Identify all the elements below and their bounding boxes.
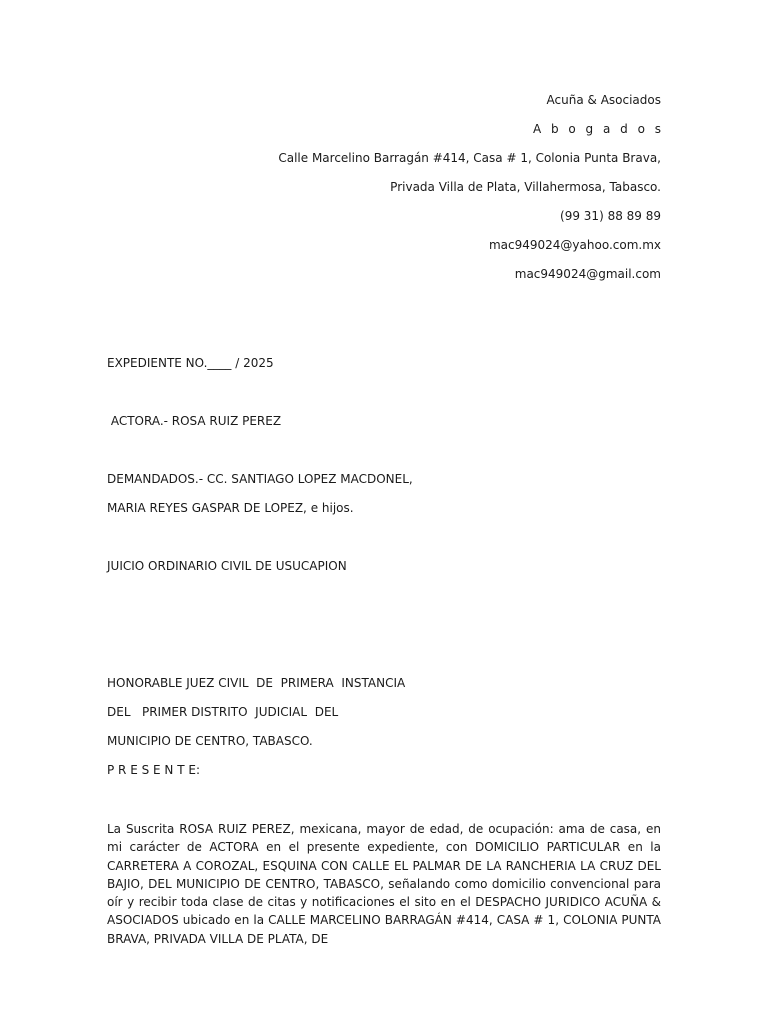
firm-name: Acuña & Asociados [546,93,661,107]
addressee-line-2: DEL PRIMER DISTRITO JUDICIAL DEL [107,705,339,719]
presente-heading: P R E S E N T E: [107,763,200,777]
juicio-type: JUICIO ORDINARIO CIVIL DE USUCAPION [107,559,347,573]
demandados-line-1: DEMANDADOS.- CC. SANTIAGO LOPEZ MACDONEL, [107,472,413,486]
firm-type: A b o g a d o s [532,122,664,136]
body-paragraph: La Suscrita ROSA RUIZ PEREZ, mexicana, mayor de edad, de ocupación: ama de casa, en mi carácter de ACTORA en el presente expediente, con DOMICILIO PARTICULAR en la CARRETERA A COROZAL, ESQUINA CON CALLE EL PALMAR DE LA RANCHERIA LA CRUZ DEL BAJIO, DEL MUNICIPIO DE CENTRO, TABASCO, señalando como domicilio convencional para oír y recibir toda clase de citas y notificaciones el sito en el DESPACHO JURIDICO ACUÑA & ASOCIADOS ubicado en la CALLE MARCELINO BARRAGÁN #414, CASA # 1, COLONIA PUNTA BRAVA, PRIVADA VILLA DE PLATA, DE [107,822,661,946]
email-yahoo: mac949024@yahoo.com.mx [488,238,661,252]
email-gmail: mac949024@gmail.com [514,267,661,281]
addressee-line-3: MUNICIPIO DE CENTRO, TABASCO. [107,734,313,748]
expediente-number: EXPEDIENTE NO.____ / 2025 [107,356,274,370]
addressee-line-1: HONORABLE JUEZ CIVIL DE PRIMERA INSTANCIA [107,676,406,690]
actora-line: ACTORA.- ROSA RUIZ PEREZ [107,414,282,428]
phone-number: (99 31) 88 89 89 [560,209,661,223]
address-line-2: Privada Villa de Plata, Villahermosa, Tabasco. [390,180,661,194]
demandados-line-2: MARIA REYES GASPAR DE LOPEZ, e hijos. [107,501,354,515]
address-line-1: Calle Marcelino Barragán #414, Casa # 1, Colonia Punta Brava, [278,151,661,165]
